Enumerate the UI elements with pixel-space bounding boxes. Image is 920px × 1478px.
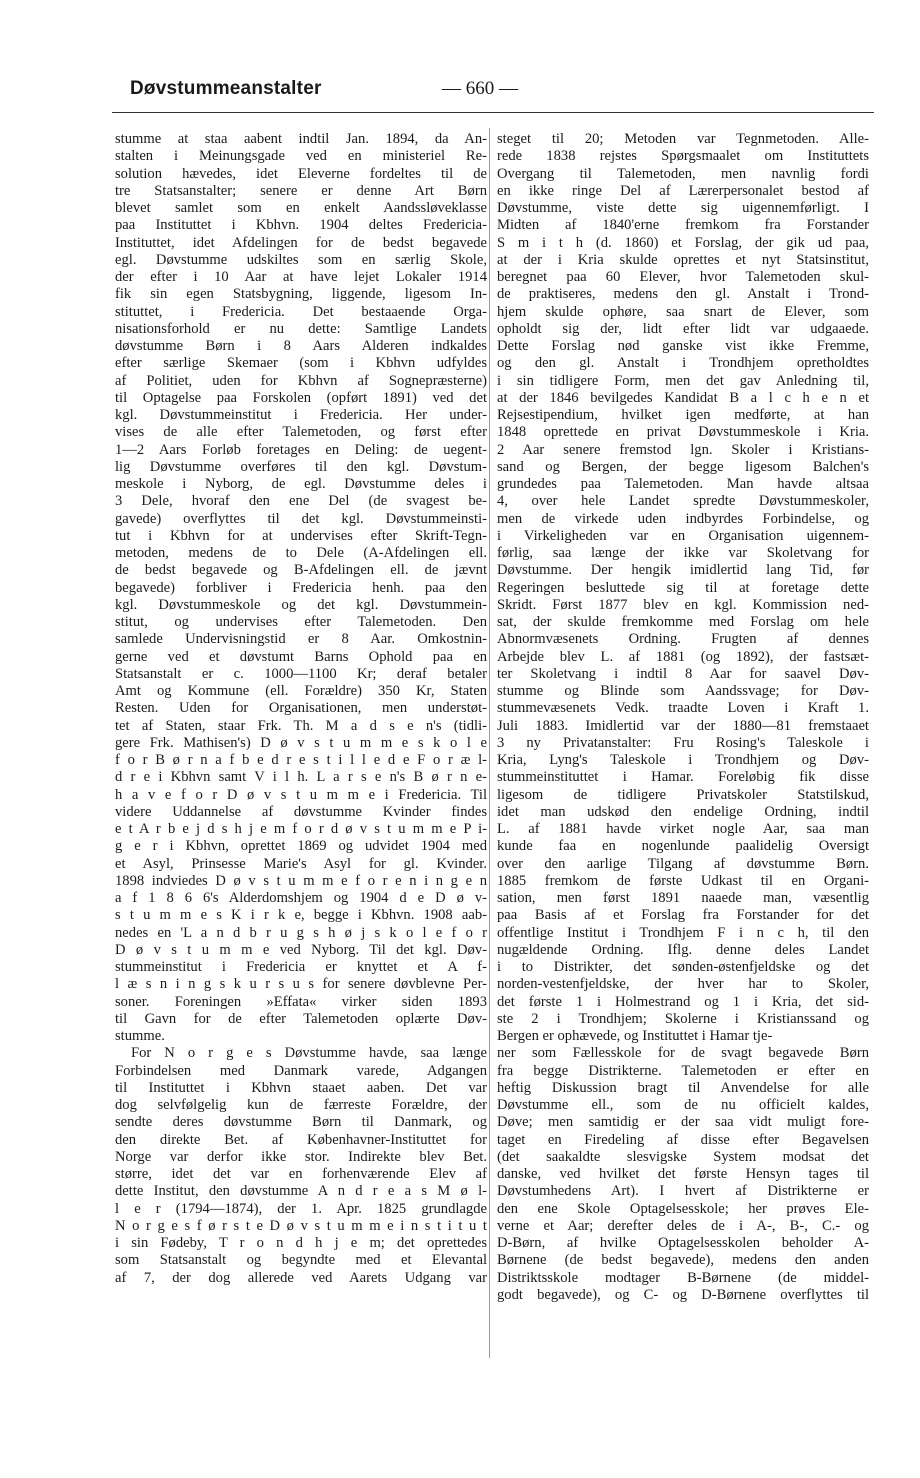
left-text-line: til Gavn for de efter Talemetoden oplærte Døv- [115, 1010, 487, 1027]
right-text-line: men de virkede uden indbyrdes Forbindelse, og [497, 510, 869, 527]
left-text-line: sendte deres døvstumme Børn til Danmark, og [115, 1114, 487, 1131]
header-rule [112, 112, 874, 113]
right-text-line: S m i t h (d. 1860) et Forslag, der gik ud paa, [497, 234, 869, 251]
left-text-line: som Statsanstalt og begyndte med et Elevantal [115, 1252, 487, 1269]
left-text-line: dette Institut, den døvstumme A n d r e a s M ø l- [115, 1183, 487, 1200]
right-text-line: og den gl. Anstalt i Trondhjem opretholdtes [497, 355, 869, 372]
right-text-line: rede 1838 rejstes Spørgsmaalet om Instituttets [497, 148, 869, 165]
left-text-line: g e r i Kbhvn, oprettet 1869 og udvidet 1904 med [115, 838, 487, 855]
right-column [497, 131, 869, 1304]
left-text-line: metoden, medens de to Dele (A-Afdelingen ell. [115, 545, 487, 561]
right-text-line: Regeringen besluttede sig til at foretage dette [497, 579, 869, 596]
right-text-line: fra begge Distrikterne. Talemetoden er efter en [497, 1062, 869, 1079]
left-text-line: tet af Staten, staar Frk. Th. M a d s e n's (tidli- [115, 717, 487, 734]
right-text-line: 1885 fremkom de første Udkast til en Organi- [497, 872, 869, 889]
right-text-line: paa Basis af et Forslag fra Forstander for det [497, 907, 869, 924]
left-text-line: stumme at staa aabent indtil Jan. 1894, da An- [115, 131, 487, 147]
right-text-line: steget til 20; Metoden var Tegnmetoden. Alle- [497, 131, 869, 147]
right-text-line: over den aarlige Tilgang af døvstumme Børn. [497, 855, 869, 872]
left-text-line: et Asyl, Prinsesse Marie's Asyl for gl. Kvinder. [115, 855, 487, 872]
left-text-line: begavede) forbliver i Fredericia henh. paa den [115, 579, 487, 596]
left-text-line: solution hævedes, idet Eleverne fordeltes til de [115, 165, 487, 182]
right-text-line: Bergen er ophævede, og Instituttet i Hamar tje- [497, 1028, 773, 1044]
right-text-line: stummeinstituttet i Hamar. Foreløbig fik disse [497, 769, 869, 786]
left-text-line: af Politiet, uden for Kbhvn af Sognepræsterne) [115, 372, 487, 389]
right-text-line: idet man udskød den endelige Ordning, indtil [497, 803, 869, 820]
left-text-line: Norge var derfor ikke stor. Indirekte blev Bet. [115, 1148, 487, 1165]
right-text-line: kunde faa en nogenlunde paalidelig Oversigt [497, 838, 869, 855]
left-text-line: blevet samlet som en enkelt Aandssløveklasse [115, 200, 487, 216]
left-text-line: videre Uddannelse af døvstumme Kvinder findes [115, 803, 487, 820]
left-text-line: Resten. Uden for Organisationen, men understøt- [115, 700, 487, 717]
left-text-line: l æ s n i n g s k u r s u s for senere døvblevne Per- [115, 976, 487, 993]
right-text-line: nugældende Ordning. Iflg. denne deles Landet [497, 941, 869, 958]
right-text-line: 2 Aar senere fremstod lgn. Skoler i Kristians- [497, 441, 869, 458]
right-text-line: heftig Diskussion bragt til Anvendelse for alle [497, 1079, 869, 1096]
running-title: Døvstummeanstalter [130, 78, 322, 99]
left-text-line: efter særlige Skemaer (som i Kbhvn udfyldes [115, 355, 487, 372]
right-text-line: D-Børn, af hvilke Optagelsesskolen beholder A- [497, 1235, 869, 1251]
right-text-line: det første 1 i Holmestrand og 1 i Kria, det sid- [497, 993, 869, 1010]
left-text-line: de bedst begavede og B-Afdelingen ell. de jævnt [115, 562, 487, 579]
right-text-line: danske, ved hvilket det første Hensyn tages til [497, 1166, 869, 1182]
left-text-line: gerne ved et døvstumt Barns Ophold paa en [115, 648, 487, 665]
left-text-line: l e r (1794—1874), der 1. Apr. 1825 grundlagde [115, 1200, 487, 1217]
right-text-line: 1848 oprettede en privat Døvstummeskole i Kria. [497, 424, 869, 441]
right-text-line: taget en Firedeling af disse efter Begavelsen [497, 1131, 869, 1148]
left-text-line: kgl. Døvstummeinstitut i Fredericia. Her under- [115, 407, 487, 423]
left-text-line: lig Døvstumme overføres til den kgl. Døvstum- [115, 458, 487, 475]
left-text-line: paa Instituttet i Kbhvn. 1904 deltes Fredericia- [115, 217, 487, 234]
right-text-line: Midten af 1840'erne fremkom fra Forstander [497, 217, 869, 234]
left-text-line: tre Statsanstalter; senere er denne Art Børn [115, 182, 487, 199]
left-text-line: dog selvfølgelig kun de færreste Forældre, der [115, 1097, 487, 1113]
right-text-line: Kria, Lyng's Taleskole i Trondhjem og Døv- [497, 752, 869, 768]
left-text-line: N o r g e s f ø r s t e D ø v s t u m m e i n s t i t u t [115, 1217, 487, 1234]
left-text-line: til Optagelse paa Forskolen (opført 1891) ved det [115, 389, 487, 406]
right-text-line: at der 1846 bevilgedes Kandidat B a l c h e n et [497, 389, 869, 406]
right-text-line: Abnormvæsenets Ordning. Frugten af dennes [497, 631, 869, 648]
right-text-line: Overgang til Talemetoden, men navnlig fordi [497, 165, 869, 182]
right-text-line: i Virkeligheden var en Organisation uigennem- [497, 527, 869, 544]
left-text-line: d r e i Kbhvn samt V i l h. L a r s e n's B ø r n e- [115, 769, 487, 786]
right-text-line: sation, men først 1891 naaede man, væsentlig [497, 890, 869, 906]
left-text-line: nisationsforhold er nu dette: Samtlige Landets [115, 320, 487, 337]
left-text-line: stalten i Meinungsgade ved en ministeriel Re- [115, 148, 487, 165]
left-text-line: døvstumme Børn i 8 Aars Alderen indkaldes [115, 338, 487, 354]
left-text-line: For N o r g e s Døvstumme havde, saa længe [131, 1045, 487, 1062]
left-text-line: Instituttet, idet Afdelingen for de bedst begavede [115, 234, 487, 251]
right-text-line: L. af 1881 havde virket nogle Aar, saa man [497, 821, 869, 837]
left-text-line: 1—2 Aars Forløb foretages en Deling: de uegent- [115, 441, 487, 458]
left-text-line: soner. Foreningen »Effata« virker siden 1893 [115, 993, 487, 1010]
right-text-line: stummevæsenets Vedk. traadte Loven i Kraft 1. [497, 700, 869, 717]
right-text-line: godt begavede), og C- og D-Børnene overflyttes til [497, 1286, 869, 1303]
right-text-line: i sin tidligere Form, men det gav Anledning til, [497, 372, 869, 389]
right-text-line: førlig, saa længe der ikke var Skoletvang for [497, 545, 869, 561]
right-text-line: verne et Aar; derefter deles de i A-, B-, C.- og [497, 1217, 869, 1234]
left-text-line: af 7, der dog allerede ved Aarets Udgang var [115, 1269, 487, 1286]
left-text-line: gere Frk. Mathisen's) D ø v s t u m m e s k o l e [115, 734, 487, 751]
right-text-line: sat, der skulde fremkomme med Forslag om hele [497, 614, 869, 630]
right-text-line: Skridt. Først 1877 blev en kgl. Kommission ned- [497, 596, 869, 613]
right-text-line: norden-vestenfjeldske, der hver har to Skoler, [497, 976, 869, 993]
right-text-line: i to Distrikter, det sønden-østenfjeldske og det [497, 959, 869, 975]
left-text-line: samlede Undervisningstid er 8 Aar. Omkostnin- [115, 631, 487, 648]
left-text-line: stitut, og undervises efter Talemetoden. Den [115, 614, 487, 630]
right-text-line: ner som Fællesskole for de svagt begavede Børn [497, 1045, 869, 1062]
right-text-line: Arbejde blev L. af 1881 (og 1892), der fastsæt- [497, 648, 869, 665]
right-text-line: opholdt sig der, lidt efter lidt var udgaaede. [497, 320, 869, 337]
right-text-line: ligesom de tidligere Privatskoler Statstilskud, [497, 786, 869, 803]
right-text-line: beregnet paa 60 Elever, hvor Talemetoden skul- [497, 269, 869, 285]
page-header [112, 78, 882, 108]
right-text-line: en ikke ringe Del af Lærerpersonalet bestod af [497, 182, 869, 199]
left-column [115, 131, 487, 1287]
right-text-line: Juli 1883. Imidlertid var der 1880—81 fremstaaet [497, 717, 869, 734]
right-text-line: Døvstumhedens Art). I hvert af Distrikterne er [497, 1183, 869, 1200]
left-text-line: meskole i Nyborg, de egl. Døvstumme deles i [115, 476, 487, 492]
right-text-line: Døve; men samtidig er der saa vidt muligt fore- [497, 1114, 869, 1131]
left-text-line: stumme. [115, 1028, 165, 1044]
right-text-line: Distriktsskole modtager B-Børnene (de middel- [497, 1269, 869, 1286]
left-text-line: a f 1 8 6 6's Alderdomshjem og 1904 d e D ø v- [115, 890, 487, 906]
right-text-line: Rejsestipendium, hvilket igen medførte, at han [497, 407, 869, 423]
left-text-line: h a v e f o r D ø v s t u m m e i Fredericia. Til [115, 786, 487, 803]
right-text-line: 4, over hele Landet spredte Døvstummeskoler, [497, 493, 869, 510]
left-text-line: Forbindelsen med Danmark varede, Adgangen [115, 1062, 487, 1079]
left-text-line: egl. Døvstumme udskiltes som en særlig Skole, [115, 251, 487, 268]
right-text-line: sand og Bergen, der begge ligesom Balchen's [497, 458, 869, 475]
left-text-line: vises de alle efter Talemetoden, og først efter [115, 424, 487, 441]
left-text-line: e t A r b e j d s h j e m f o r d ø v s t u m m e P i- [115, 821, 487, 837]
column-divider [489, 128, 490, 1358]
right-text-line: den ene Skole Optagelsesskole; her prøves Ele- [497, 1200, 869, 1217]
right-text-line: at der i Kria skulde oprettes et nyt Statsinstitut, [497, 251, 869, 268]
left-text-line: gavede) overflyttes til det kgl. Døvstummeinsti- [115, 510, 487, 527]
right-text-line: ter Skoletvang i indtil 8 Aar for saavel Døv- [497, 665, 869, 682]
right-text-line: hjem skulde ophøre, saa snart de Elever, som [497, 303, 869, 320]
right-text-line: Dette Forslag nød ganske vist ikke Fremme, [497, 338, 869, 354]
left-text-line: større, idet det var en forhenværende Elev af [115, 1166, 487, 1182]
left-text-line: stituttet, i Fredericia. Det bestaaende Orga- [115, 303, 487, 320]
right-text-line: stumme og Blinde som Aandssvage; for Døv- [497, 683, 869, 699]
left-text-line: i sin Fødeby, T r o n d h j e m; det oprettedes [115, 1235, 487, 1251]
page-number: — 660 — [442, 78, 518, 99]
left-text-line: den direkte Bet. af Københavner-Instituttet for [115, 1131, 487, 1148]
right-text-line: Døvstumme ell., som de nu officielt kaldes, [497, 1097, 869, 1113]
left-text-line: Amt og Kommune (ell. Forældre) 350 Kr, Staten [115, 683, 487, 699]
left-text-line: 1898 indviedes D ø v s t u m m e f o r e n i n g e n [115, 872, 487, 889]
right-text-line: Børnene (de bedst begavede), medens den anden [497, 1252, 869, 1269]
left-text-line: stummeinstitut i Fredericia er knyttet et A f- [115, 959, 487, 975]
right-text-line: ste 2 i Trondhjem; Skolerne i Kristianssand og [497, 1010, 869, 1027]
left-text-line: fik sin egen Statsbygning, liggende, ligesom In- [115, 286, 487, 303]
right-text-line: grundedes paa Talemetoden. Man havde altsaa [497, 476, 869, 492]
left-text-line: tut i Kbhvn for at undervises efter Skrift-Tegn- [115, 527, 487, 544]
right-text-line: offentlige Institut i Trondhjem F i n c h, til den [497, 924, 869, 941]
right-text-line: Døvstumme, viste dette sig uigennemførligt. I [497, 200, 869, 216]
right-text-line: 3 ny Privatanstalter: Fru Rosing's Taleskole i [497, 734, 869, 751]
left-text-line: nedes en 'L a n d b r u g s h ø j s k o l e f o r [115, 924, 487, 941]
right-text-line: de praktiseres, medens den gl. Anstalt i Trond- [497, 286, 869, 303]
left-text-line: 3 Dele, hvoraf den ene Del (de svagest be- [115, 493, 487, 510]
right-text-line: (det saakaldte slesvigske System modsat det [497, 1148, 869, 1165]
left-text-line: til Instituttet i Kbhvn staaet aaben. Det var [115, 1079, 487, 1096]
left-text-line: D ø v s t u m m e ved Nyborg. Til det kgl. Døv- [115, 941, 487, 958]
right-text-line: Døvstumme. Der hengik imidlertid lang Tid, før [497, 562, 869, 579]
left-text-line: kgl. Døvstummeskole og det kgl. Døvstummein- [115, 596, 487, 613]
left-text-line: s t u m m e s K i r k e, begge i Kbhvn. 1908 aab- [115, 907, 487, 924]
left-text-line: Statsanstalt er c. 1000—1100 Kr; deraf betaler [115, 665, 487, 682]
left-text-line: f o r B ø r n a f b e d r e s t i l l e d e F o r æ l- [115, 752, 487, 768]
left-text-line: der efter i 10 Aar at have lejet Lokaler 1914 [115, 269, 487, 285]
